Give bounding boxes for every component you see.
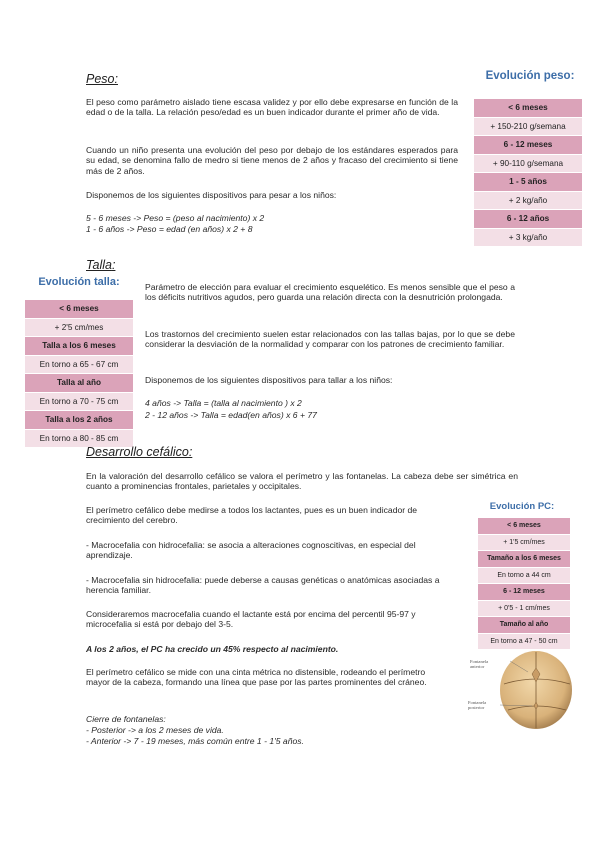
talla-formula-1: 4 años -> Talla = (talla al nacimiento ) x 2	[145, 398, 302, 408]
peso-row-1: < 6 meses	[474, 99, 582, 118]
peso-row-4: + 90-110 g/semana	[474, 155, 582, 174]
pc-cierre-2: - Anterior -> 7 - 19 meses, más común entre 1 - 1'5 años.	[86, 736, 304, 746]
talla-row-8: En torno a 80 - 85 cm	[25, 430, 133, 449]
talla-row-2: + 2'5 cm/mes	[25, 319, 133, 338]
peso-row-7: 6 - 12 años	[474, 210, 582, 229]
pc-paragraph-2: El perímetro cefálico debe medirse a todos los lactantes, pues es un buen indicador de crecimiento del cerebro.	[86, 505, 418, 526]
pc-paragraph-5: Consideraremos macrocefalia cuando el lactante está por encima del percentil 95-97 y microcefalia si está por debajo del 3-5.	[86, 609, 416, 630]
pc-row-1: < 6 meses	[478, 518, 570, 535]
talla-heading: Talla:	[86, 258, 116, 272]
talla-row-7: Talla a los 2 años	[25, 411, 133, 430]
peso-row-6: + 2 kg/año	[474, 192, 582, 211]
pc-paragraph-7: El perímetro cefálico se mide con una cinta métrica no distensible, rodeando el perímetro mayor de la cabeza, formando una línea que pase por las partes prominentes del cráneo.	[86, 667, 427, 688]
pc-paragraph-3: - Macrocefalia con hidrocefalia: se asocia a alteraciones cognoscitivas, en especial del aprendizaje.	[86, 540, 416, 561]
pc-paragraph-6: A los 2 años, el PC ha crecido un 45% respecto al nacimiento.	[86, 644, 339, 654]
talla-table-title: Evolución talla:	[38, 276, 120, 288]
peso-formula-1: 5 - 6 meses -> Peso = (peso al nacimiento) x 2	[86, 213, 265, 223]
pc-cierre-title: Cierre de fontanelas:	[86, 714, 166, 724]
pc-row-3: Tamaño a los 6 meses	[478, 551, 570, 568]
talla-row-4: En torno a 65 - 67 cm	[25, 356, 133, 375]
peso-table-title: Evolución peso:	[485, 70, 575, 82]
peso-formula-2: 1 - 6 años -> Peso = edad (en años) x 2 + 8	[86, 224, 253, 234]
peso-paragraph-2: Cuando un niño presenta una evolución del peso por debajo de los estándares esperados para su edad, se denomina fallo de medro si tiene menos de 2 años y fracaso del crecimiento si tiene más de 2 años.	[86, 145, 458, 176]
pc-row-2: + 1'5 cm/mes	[478, 535, 570, 552]
pc-row-5: 6 - 12 meses	[478, 584, 570, 601]
talla-row-6: En torno a 70 - 75 cm	[25, 393, 133, 412]
talla-paragraph-2: Los trastornos del crecimiento suelen estar relacionados con las tallas bajas, por lo que se debe considerar la desviación de la normalidad y comparar con los patrones de crecimiento familiar.	[145, 329, 515, 350]
pc-cierre-1: - Posterior -> a los 2 meses de vida.	[86, 725, 224, 735]
pc-heading: Desarrollo cefálico:	[86, 445, 193, 459]
peso-row-5: 1 - 5 años	[474, 173, 582, 192]
talla-row-5: Talla al año	[25, 374, 133, 393]
pc-paragraph-1: En la valoración del desarrollo cefálico se valora el perímetro y las fontanelas. La cabeza debe ser simétrica en cuanto a prominencias frontales, parietales y occipitales.	[86, 471, 518, 492]
pc-table	[478, 518, 570, 650]
talla-formula-2: 2 - 12 años -> Talla = edad(en años) x 6 + 77	[145, 410, 317, 420]
peso-heading: Peso:	[86, 72, 118, 86]
pc-row-7: Tamaño al año	[478, 617, 570, 634]
skull-illustration	[498, 648, 574, 730]
pc-row-8: En torno a 47 - 50 cm	[478, 634, 570, 651]
pc-paragraph-4: - Macrocefalia sin hidrocefalia: puede deberse a causas genéticas o anatómicas asociadas a herencia familiar.	[86, 575, 440, 596]
talla-table	[25, 300, 133, 448]
pc-row-6: + 0'5 - 1 cm/mes	[478, 601, 570, 618]
pc-row-4: En torno a 44 cm	[478, 568, 570, 585]
talla-paragraph-1: Parámetro de elección para evaluar el crecimiento esquelético. Es menos sensible que el peso a los déficits nutritivos agudos, pero guarda una relación directa con la desnutrición prolongada.	[145, 282, 515, 303]
peso-table	[474, 99, 582, 247]
peso-paragraph-3: Disponemos de los siguientes dispositivos para pesar a los niños:	[86, 190, 337, 200]
peso-paragraph-1: El peso como parámetro aislado tiene escasa validez y por ello debe expresarse en función de la edad o de la talla. La relación peso/edad es un buen indicador durante el primer año de vida.	[86, 97, 458, 118]
peso-row-2: + 150-210 g/semana	[474, 118, 582, 137]
peso-row-3: 6 - 12 meses	[474, 136, 582, 155]
peso-row-8: + 3 kg/año	[474, 229, 582, 248]
fontanela-anterior-label: Fontanela anterior	[470, 659, 489, 669]
talla-row-3: Talla a los 6 meses	[25, 337, 133, 356]
pc-table-title: Evolución PC:	[489, 501, 555, 512]
fontanela-posterior-label: Fontanela posterior	[468, 700, 487, 710]
talla-paragraph-3: Disponemos de los siguientes dispositivos para tallar a los niños:	[145, 375, 393, 385]
talla-row-1: < 6 meses	[25, 300, 133, 319]
